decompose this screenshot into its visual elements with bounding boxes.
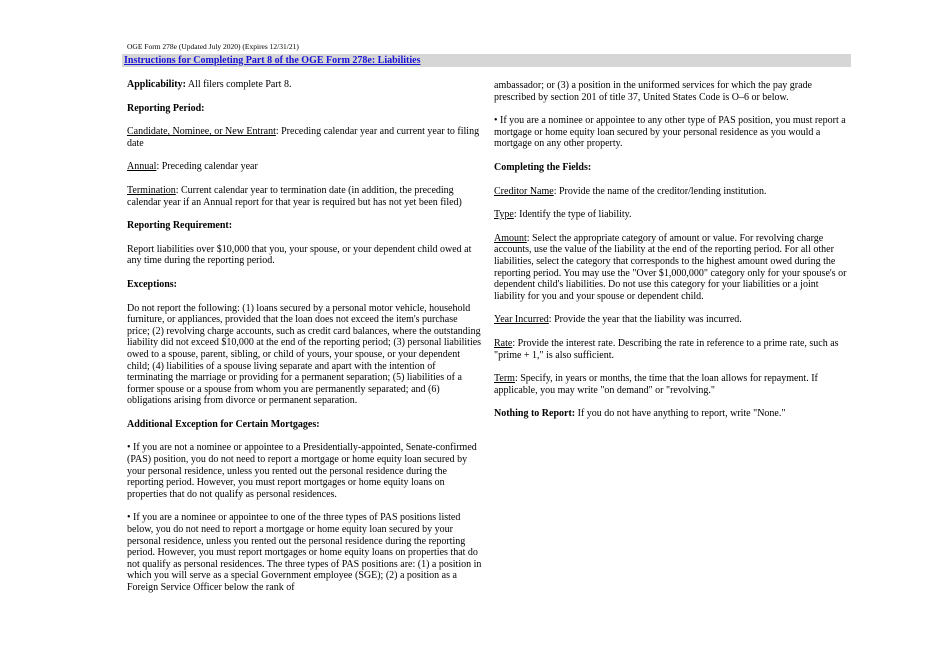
title-bar xyxy=(122,54,851,67)
applicability-text: All filers complete Part 8. xyxy=(185,79,292,90)
additional-exception-heading: Additional Exception for Certain Mortgages: xyxy=(127,418,320,430)
creditor-paragraph xyxy=(494,186,849,198)
amount-label: Amount xyxy=(494,232,527,244)
right-column xyxy=(494,80,849,432)
continuation-text: ambassador; or (3) a position in the uniformed services for which the pay grade prescribed by section 201 of title 37, United States Code is O–6 or below. xyxy=(494,80,812,103)
applicability-paragraph xyxy=(127,79,482,91)
bullet-pas-three-types: • If you are a nominee or appointee to one of the three types of PAS positions listed below, you do not need to report a mortgage or home equity loan secured by your personal residence, unless you rented out the personal residence during the reporting period. However, you must report mortgages or home equity loans on properties that do not qualify as personal residences. The three types of PAS positions are: (1) a position in which you will serve as a special Government employee (SGE); (2) a position as a Foreign Service Officer below the rank of xyxy=(127,512,482,593)
type-text: : Identify the type of liability. xyxy=(513,209,632,221)
term-paragraph xyxy=(494,373,849,396)
nothing-text: If you do not have anything to report, write "None." xyxy=(575,408,786,420)
termination-paragraph xyxy=(127,185,482,208)
annual-label: Annual xyxy=(127,161,157,173)
type-paragraph xyxy=(494,209,849,221)
annual-paragraph xyxy=(127,161,482,173)
amount-text: : Select the appropriate category of amount or value. For revolving charge accounts, use the value of the liability at the end of the reporting period. For all other liabilities, select the category that corresponds to the highest amount owed during the reporting period. You may use the "Over $1,000,000" category only for your spouse's or dependent child's liabilities. Do not use this category for your liabilities or a joint liability for you and your spouse or dependent child. xyxy=(494,232,847,302)
term-text: : Specify, in years or months, the time that the loan allows for repayment. If applicable, you may write "on demand" or "revolving." xyxy=(494,373,818,396)
completing-fields-heading: Completing the Fields: xyxy=(494,161,592,173)
amount-paragraph xyxy=(494,233,849,303)
termination-text: : Current calendar year to termination date (in addition, the preceding calendar year if an Annual report for that year is required but has not yet been filed) xyxy=(127,184,462,208)
rate-paragraph xyxy=(494,338,849,361)
exceptions-text: Do not report the following: (1) loans secured by a personal motor vehicle, household furniture, or appliances, provided that the loan does not exceed the item's purchase price; (2) revolving charge accounts, such as credit card balances, where the outstanding liability did not exceed $10,000 at the end of the reporting period; (3) personal liabilities owed to a spouse, parent, sibling, or child of yours, your spouse, or your dependent child; (4) liabilities of a spouse living separate and apart with the intention of terminating the marriage or providing for a permanent separation; (5) liabilities of a former spouse or a spouse from whom you are permanently separated; and (6) obligations arising from divorce or permanent separation. xyxy=(127,302,482,407)
year-paragraph xyxy=(494,314,849,326)
candidate-label: Candidate, Nominee, or New Entrant xyxy=(127,126,276,138)
reporting-requirement-text: Report liabilities over $10,000 that you, your spouse, or your dependent child owed at any time during the reporting period. xyxy=(127,243,472,267)
creditor-text: : Provide the name of the creditor/lending institution. xyxy=(553,185,767,197)
creditor-label: Creditor Name xyxy=(494,185,554,197)
rate-label: Rate xyxy=(494,337,513,349)
rate-text: : Provide the interest rate. Describing the rate in reference to a prime rate, such as "prime + 1," is also sufficient. xyxy=(494,337,839,361)
exceptions-heading: Exceptions: xyxy=(127,278,177,290)
term-label: Term xyxy=(494,373,515,385)
bullet-non-pas: • If you are not a nominee or appointee to a Presidentially-appointed, Senate-confirmed (PAS) position, you do not need to report a mortgage or home equity loan secured by your personal residence, unless you rented out the personal residence during the reporting period. However, you must report mortgages or home equity loans on properties that do not qualify as personal residences. xyxy=(127,442,477,500)
applicability-label: Applicability: xyxy=(127,79,186,90)
nothing-paragraph xyxy=(494,408,849,420)
year-label: Year Incurred xyxy=(494,314,549,326)
instructions-title-link[interactable]: Instructions for Completing Part 8 of the OGE Form 278e: Liabilities xyxy=(124,55,421,66)
candidate-paragraph xyxy=(127,126,482,149)
reporting-requirement-heading: Reporting Requirement: xyxy=(127,220,233,232)
form-id: OGE Form 278e (Updated July 2020) (Expires 12/31/21) xyxy=(127,42,299,51)
left-column xyxy=(127,79,482,606)
bullet-other-pas: • If you are a nominee or appointee to any other type of PAS position, you must report a mortgage or home equity loan secured by your personal residence as you would a mortgage on any other property. xyxy=(494,115,846,150)
termination-label: Termination xyxy=(127,184,176,196)
candidate-text: : Preceding calendar year and current year to filing date xyxy=(127,126,480,149)
reporting-period-heading: Reporting Period: xyxy=(127,102,205,114)
annual-text: : Preceding calendar year xyxy=(156,161,258,173)
year-text: : Provide the year that the liability was incurred. xyxy=(548,314,742,326)
type-label: Type xyxy=(494,209,514,221)
nothing-label: Nothing to Report: xyxy=(494,408,576,420)
